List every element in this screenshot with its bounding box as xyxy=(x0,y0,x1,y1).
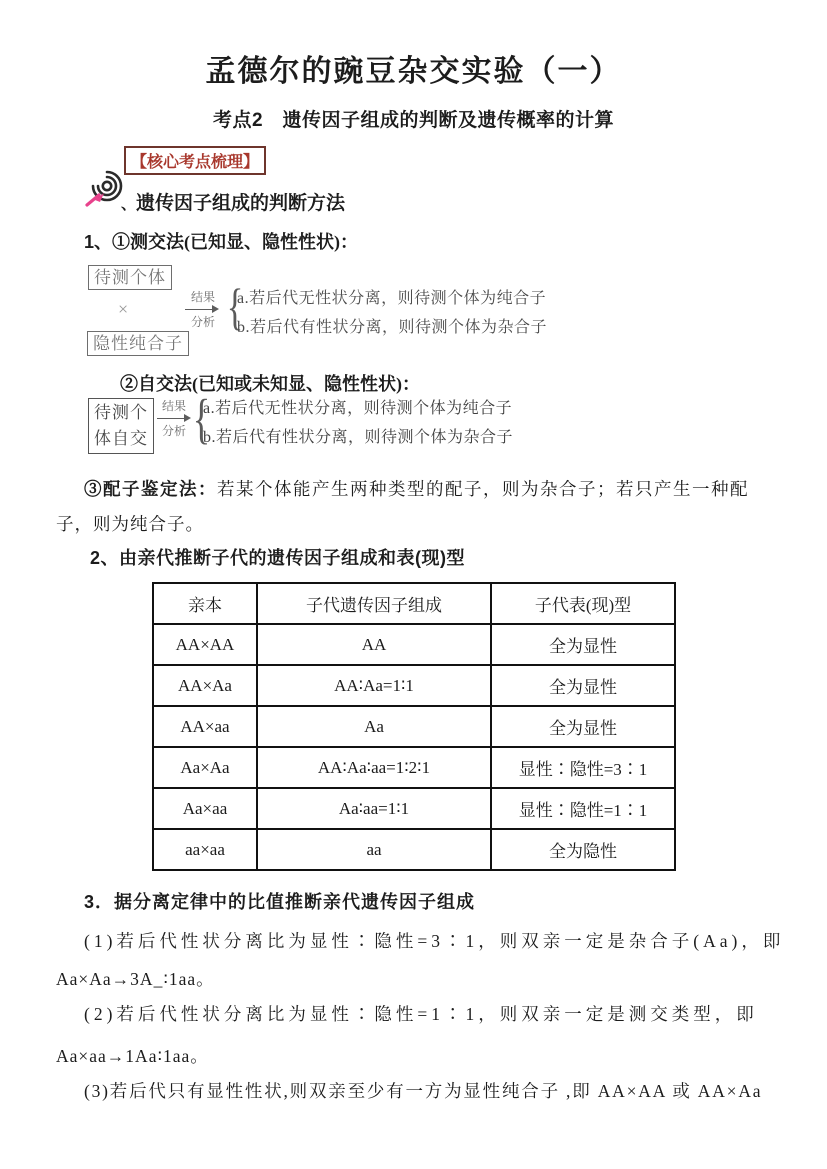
rule2-line1: (2)若后代性状分离比为显性∶隐性=1∶1，则双亲一定是测交类型，即 xyxy=(84,1004,758,1024)
section3-heading: 3．据分离定律中的比值推断亲代遗传因子组成 xyxy=(84,892,476,912)
cell-offspring: AA xyxy=(257,624,491,665)
method1-label xyxy=(84,228,358,254)
section1-heading: 遗传因子组成的判断方法 xyxy=(136,193,346,214)
recessive-homozygote-box: 隐性纯合子 xyxy=(87,331,189,356)
selfcross-outcome-a: a.若后代无性状分离，则待测个体为纯合子 xyxy=(203,400,513,417)
selfcross-box-line1: 待测个 xyxy=(94,403,148,422)
rule3-line1: (3)若后代只有显性性状,则双亲至少有一方为显性纯合子 ,即 AA×AA 或 AA×Aa xyxy=(84,1081,763,1101)
selfcross-diagram xyxy=(86,389,606,458)
heading-bullet: 、 xyxy=(121,196,137,213)
cell-phenotype: 全为显性 xyxy=(491,624,675,665)
method3-text-line1: 若某个体能产生两种类型的配子，则为杂合子；若只产生一种配 xyxy=(217,479,749,499)
cell-phenotype: 显性∶隐性=3∶1 xyxy=(491,747,675,788)
selfcross-outcome-b: b.若后代有性状分离，则待测个体为杂合子 xyxy=(203,429,514,446)
cell-parents: AA×aa xyxy=(153,706,257,747)
cell-phenotype: 全为显性 xyxy=(491,706,675,747)
method2-label-paren: (已知或未知显、隐性性状)： xyxy=(192,374,420,394)
rule1-line2: Aa×Aa→3A_∶1aa。 xyxy=(56,969,215,989)
right-arrow-icon xyxy=(157,414,191,423)
table-row xyxy=(153,706,675,747)
testcross-subject-box: 待测个体 xyxy=(88,265,172,290)
method1-label-paren: (已知显、隐性性状)： xyxy=(184,232,359,252)
cell-offspring: Aa xyxy=(257,706,491,747)
analysis-label: 分析 xyxy=(190,315,215,329)
table-row xyxy=(153,747,675,788)
cell-parents: aa×aa xyxy=(153,829,257,870)
result-label: 结果 xyxy=(161,399,186,413)
cell-phenotype: 全为显性 xyxy=(491,665,675,706)
core-points-badge: 【核心考点梳理】 xyxy=(124,146,266,175)
col-header-parents: 亲本 xyxy=(153,583,257,624)
page-title: 孟德尔的豌豆杂交实验（一） xyxy=(205,55,622,88)
table-row xyxy=(153,665,675,706)
cross-symbol: × xyxy=(118,299,129,319)
table-header-row xyxy=(153,583,675,624)
cell-offspring: AA∶Aa∶aa=1∶2∶1 xyxy=(257,747,491,788)
method3-label-bold: ③配子鉴定法： xyxy=(84,479,217,499)
rule2-line2: Aa×aa→1Aa∶1aa。 xyxy=(56,1046,209,1066)
method3-paragraph-line2: 子，则为纯合子。 xyxy=(56,514,204,534)
cell-phenotype: 显性∶隐性=1∶1 xyxy=(491,788,675,829)
section1-heading-row xyxy=(121,188,345,215)
method1-label-bold: 1、①测交法 xyxy=(84,232,185,252)
cell-parents: Aa×aa xyxy=(153,788,257,829)
cell-offspring: AA∶Aa=1∶1 xyxy=(257,665,491,706)
result-label: 结果 xyxy=(190,290,215,304)
testcross-diagram xyxy=(86,263,606,363)
rule1-line1: (1)若后代性状分离比为显性∶隐性=3∶1，则双亲一定是杂合子(Aa)，即 xyxy=(84,931,785,951)
selfcross-box-line2: 体自交 xyxy=(94,429,148,448)
spiral-target-icon xyxy=(82,169,126,211)
table-row xyxy=(153,624,675,665)
right-arrow-icon xyxy=(185,305,219,314)
cell-parents: Aa×Aa xyxy=(153,747,257,788)
cell-offspring: aa xyxy=(257,829,491,870)
table-row xyxy=(153,788,675,829)
method2-label-bold: ②自交法 xyxy=(120,374,192,394)
exam-point-subtitle: 考点2 遗传因子组成的判断及遗传概率的计算 xyxy=(212,110,615,131)
table-row xyxy=(153,829,675,870)
cell-parents: AA×Aa xyxy=(153,665,257,706)
cell-offspring: Aa∶aa=1∶1 xyxy=(257,788,491,829)
selfcross-subject-box xyxy=(88,398,154,454)
method2-label xyxy=(120,370,420,396)
section2-heading: 2、由亲代推断子代的遗传因子组成和表(现)型 xyxy=(90,548,465,568)
cell-phenotype: 全为隐性 xyxy=(491,829,675,870)
col-header-offspring-genotype: 子代遗传因子组成 xyxy=(257,583,491,624)
testcross-outcome-b: b.若后代有性状分离，则待测个体为杂合子 xyxy=(237,319,548,336)
genotype-table xyxy=(152,582,676,871)
col-header-offspring-phenotype: 子代表(现)型 xyxy=(491,583,675,624)
brace-glyph: { xyxy=(226,278,244,335)
method3-paragraph-line1 xyxy=(84,476,749,501)
brace-glyph: { xyxy=(192,389,211,450)
analysis-label: 分析 xyxy=(161,424,186,438)
testcross-outcome-a: a.若后代无性状分离，则待测个体为纯合子 xyxy=(237,290,547,307)
cell-parents: AA×AA xyxy=(153,624,257,665)
